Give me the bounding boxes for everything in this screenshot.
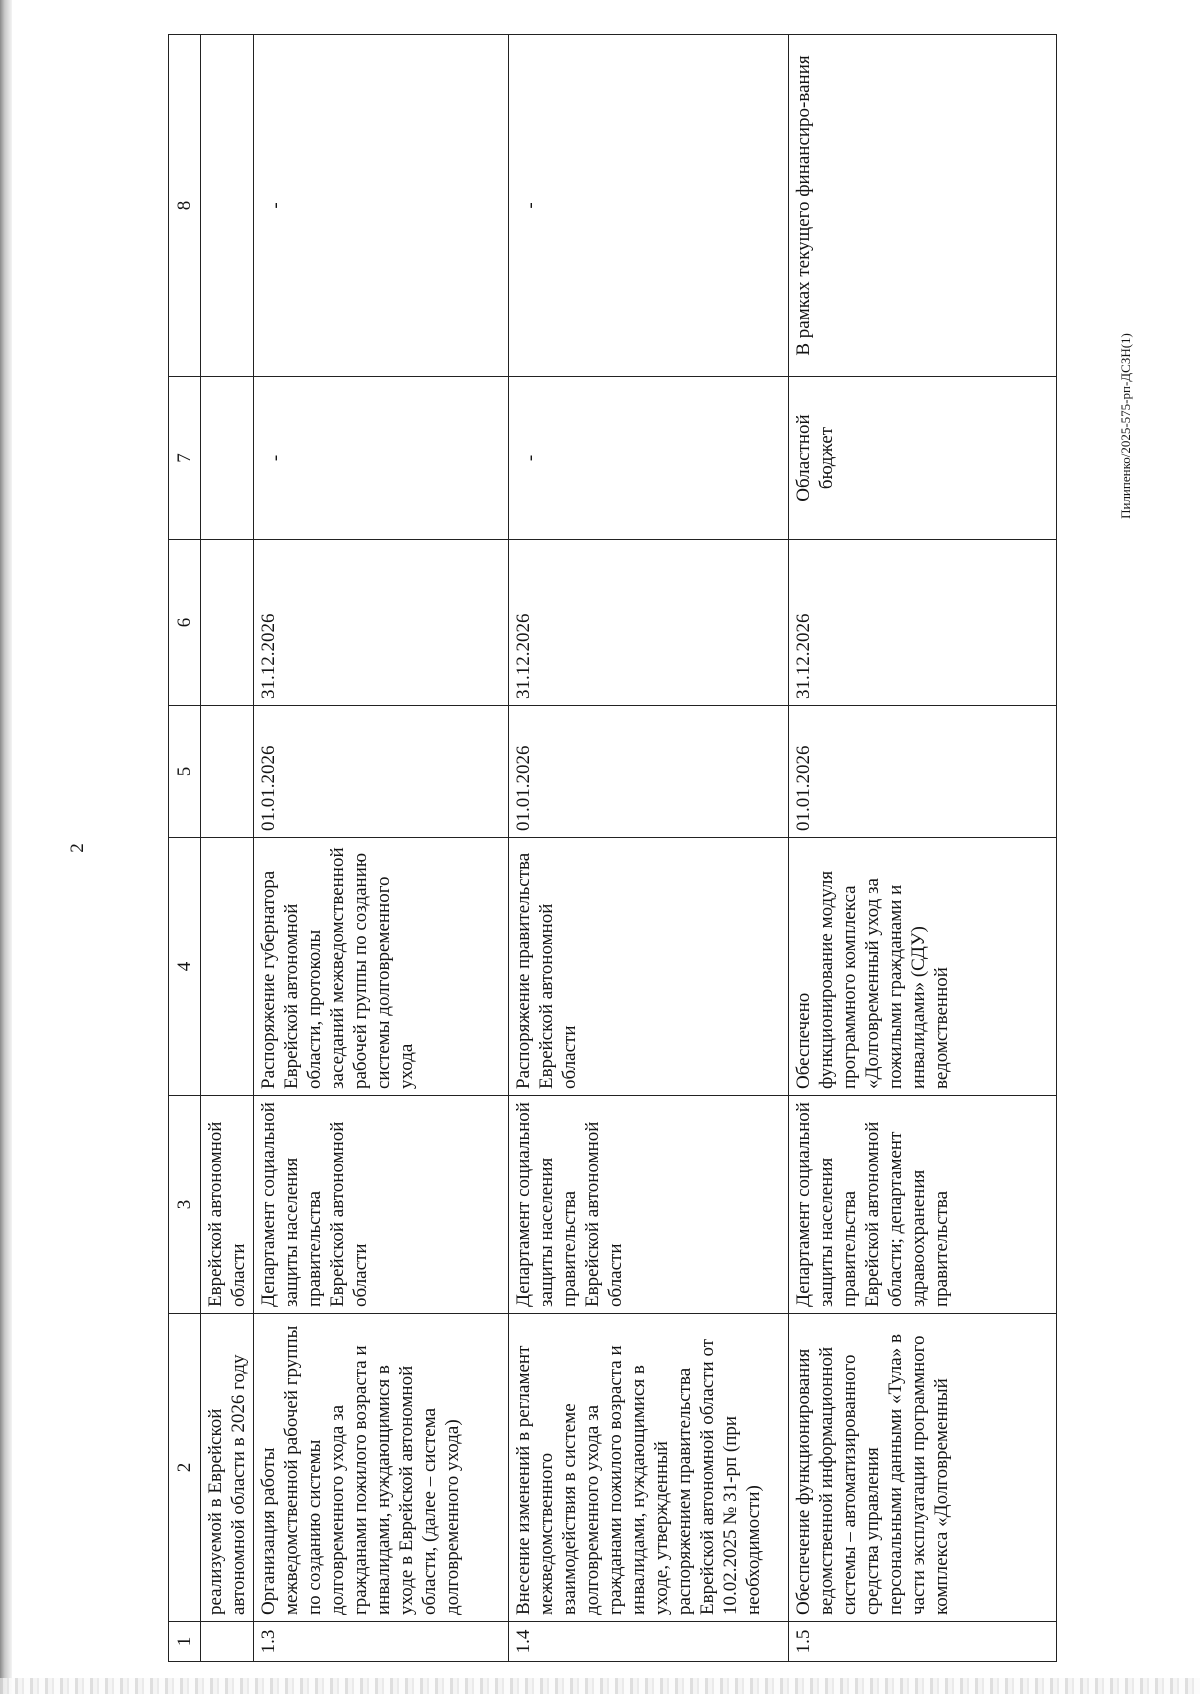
column-number: 3 — [169, 1096, 201, 1314]
scan-edge-bottom — [0, 1678, 1200, 1694]
table-row — [789, 35, 1057, 1662]
table-row — [509, 35, 789, 1662]
measure-cell: Внесение изменений в регламент межведомственного взаимодействия в системе долговременного ухода за гражданами пожилого возраста и инвалидами, нуждающимися в уходе, утвержденный распоряжением правительства Еврейской автономной области от 10.02.2025 № 31-рп (при необходимости) — [509, 1314, 789, 1622]
column-number: 6 — [169, 540, 201, 706]
start-date-cell: 01.01.2026 — [254, 706, 509, 838]
funding-volume-cell: - — [254, 35, 509, 377]
column-number: 4 — [169, 838, 201, 1096]
column-number: 8 — [169, 35, 201, 377]
measure-cell: Организация работы межведомственной рабочей группы по созданию системы долговременного ухода за гражданами пожилого возраста и инвалидами, нуждающимися в уходе в Еврейской автономной области, (далее – система долговременного ухода) — [254, 1314, 509, 1622]
column-number: 7 — [169, 377, 201, 540]
plan-table — [168, 34, 1057, 1662]
funding-volume-cell: - — [509, 35, 789, 377]
funding-source-cell: - — [254, 377, 509, 540]
column-number: 2 — [169, 1314, 201, 1622]
column-number: 5 — [169, 706, 201, 838]
row-number-cell: 1.5 — [789, 1622, 1057, 1662]
executor-cell: Еврейской автономной области — [201, 1096, 254, 1314]
measure-cell: Обеспечение функционирования ведомственной информационной системы – автоматизированного средства управления персональными данными «Тула» в части эксплуатации программного комплекса «Долговременный — [789, 1314, 1057, 1622]
start-date-cell: 01.01.2026 — [789, 706, 1057, 838]
row-number-cell — [201, 1622, 254, 1662]
executor-cell: Департамент социальной защиты населения правительства Еврейской автономной области; департамент здравоохранения правительства — [789, 1096, 1057, 1314]
measure-cell: реализуемой в Еврейской автономной области в 2026 году — [201, 1314, 254, 1622]
start-date-cell: 01.01.2026 — [509, 706, 789, 838]
result-cell: Обеспечено функционирование модуля программного комплекса «Долговременный уход за пожилыми гражданами и инвалидами» (СДУ) ведомственной — [789, 838, 1057, 1096]
rotated-table-container — [168, 35, 1051, 1662]
end-date-cell: 31.12.2026 — [509, 540, 789, 706]
row-number-cell: 1.3 — [254, 1622, 509, 1662]
scan-edge — [0, 0, 12, 1694]
executor-cell: Департамент социальной защиты населения правительства Еврейской автономной области — [254, 1096, 509, 1314]
funding-volume-cell: В рамках текущего финансиро-вания — [789, 35, 1057, 377]
row-number-cell: 1.4 — [509, 1622, 789, 1662]
result-cell: Распоряжение правительства Еврейской автономной области — [509, 838, 789, 1096]
end-date-cell: 31.12.2026 — [254, 540, 509, 706]
column-number-row — [169, 35, 201, 1662]
document-reference: Пилипенко/2025-575-рп-ДСЗН(1) — [1118, 333, 1133, 519]
table-row — [201, 35, 254, 1662]
page-number: 2 — [67, 843, 88, 853]
table-row — [254, 35, 509, 1662]
funding-source-cell: - — [509, 377, 789, 540]
column-number: 1 — [169, 1622, 201, 1662]
end-date-cell: 31.12.2026 — [789, 540, 1057, 706]
executor-cell: Департамент социальной защиты населения правительства Еврейской автономной области — [509, 1096, 789, 1314]
result-cell: Распоряжение губернатора Еврейской автономной области, протоколы заседаний межведомственной рабочей группы по созданию системы долговременного ухода — [254, 838, 509, 1096]
funding-source-cell: Областной бюджет — [789, 377, 1057, 540]
